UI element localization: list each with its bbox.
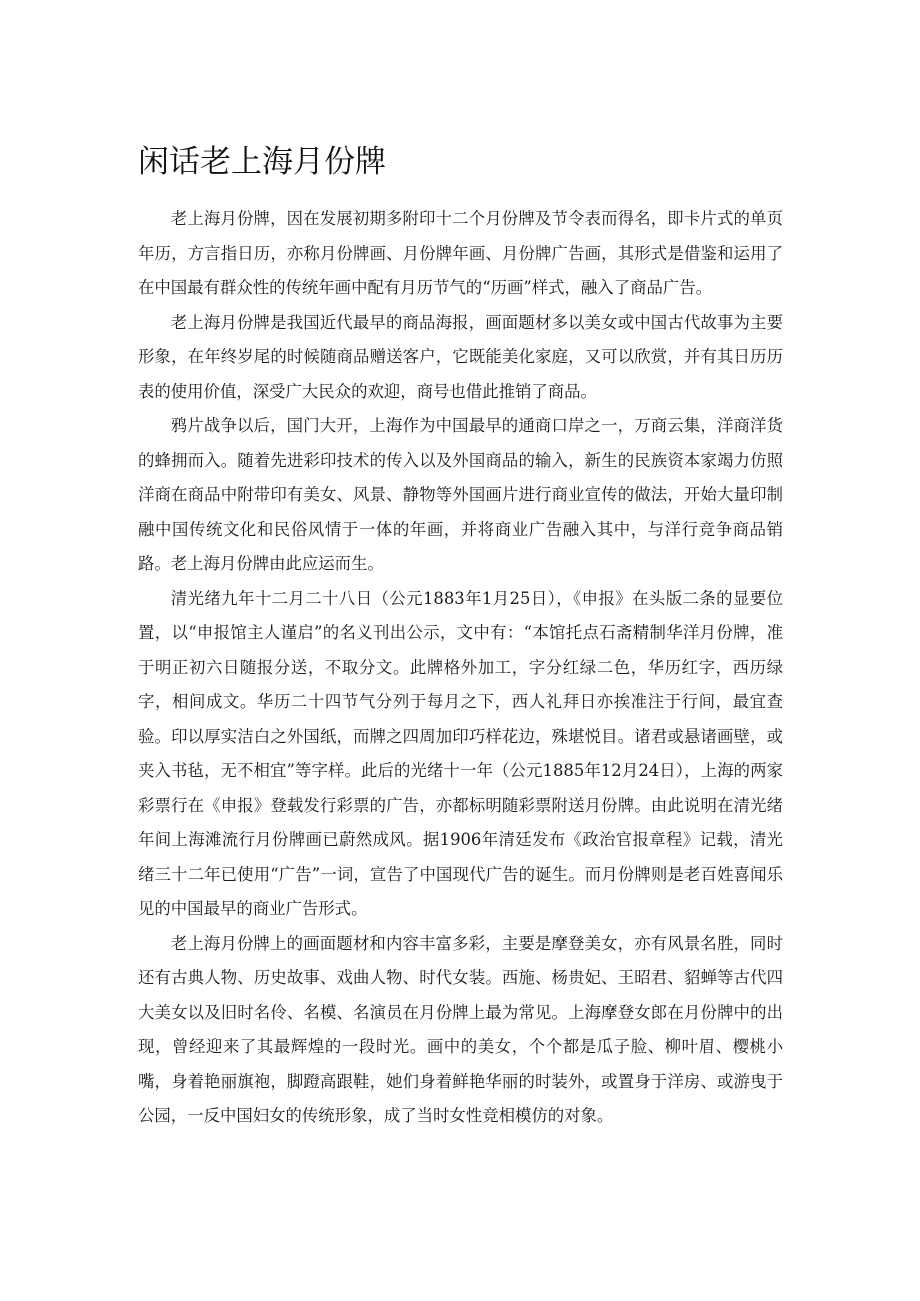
paragraph-3: 鸦片战争以后，国门大开，上海作为中国最早的通商口岸之一，万商云集，洋商洋货的蜂拥而入。随着先进彩印技术的传入以及外国商品的输入，新生的民族资本家竭力仿照洋商在商品中附带印有美女、风景、静物等外国画片进行商业宣传的做法，开始大量印制融中国传统文化和民俗风情于一体的年画，并将商业广告融入其中，与洋行竞争商品销路。老上海月份牌由此应运而生。	[138, 416, 783, 573]
paragraph-1: 老上海月份牌，因在发展初期多附印十二个月份牌及节令表而得名，即卡片式的单页年历，方言指日历，亦称月份牌画、月份牌年画、月份牌广告画，其形式是借鉴和运用了在中国最有群众性的传统年画中配有月历节气的“历画”样式，融入了商品广告。	[138, 209, 783, 297]
document-body	[138, 202, 783, 1134]
document-title: 闲话老上海月份牌	[138, 144, 386, 180]
paragraph-2: 老上海月份牌是我国近代最早的商品海报，画面题材多以美女或中国古代故事为主要形象，在年终岁尾的时候随商品赠送客户，它既能美化家庭，又可以欣赏，并有其日历历表的使用价值，深受广大民众的欢迎，商号也借此推销了商品。	[138, 312, 783, 401]
paragraph-5: 老上海月份牌上的画面题材和内容丰富多彩，主要是摩登美女，亦有风景名胜，同时还有古典人物、历史故事、戏曲人物、时代女装。西施、杨贵妃、王昭君、貂蝉等古代四大美女以及旧时名伶、名模、名演员在月份牌上最为常见。上海摩登女郎在月份牌中的出现，曾经迎来了其最辉煌的一段时光。画中的美女，个个都是瓜子脸、柳叶眉、樱桃小嘴，身着艳丽旗袍，脚蹬高跟鞋，她们身着鲜艳华丽的时装外，或置身于洋房、或游曳于公园，一反中国妇女的传统形象，成了当时女性竞相模仿的对象。	[138, 933, 783, 1125]
paragraph-4: 清光绪九年十二月二十八日（公元1883年1月25日），《申报》在头版二条的显要位置，以“申报馆主人谨启”的名义刊出公示，文中有：“本馆托点石斋精制华洋月份牌，准于明正初六日随报分送，不取分文。此牌格外加工，字分红绿二色，华历红字，西历绿字，相间成文。华历二十四节气分列于每月之下，西人礼拜日亦挨准注于行间，最宜查验。印以厚实洁白之外国纸，而牌之四周加印巧样花边，殊堪悦目。诸君或悬诸画壁，或夹入书毡，无不相宜”等字样。此后的光绪十一年（公元1885年12月24日），上海的两家彩票行在《申报》登载发行彩票的广告，亦都标明随彩票附送月份牌。由此说明在清光绪年间上海滩流行月份牌画已蔚然成风。据1906年清廷发布《政治官报章程》记载，清光绪三十二年已使用“广告”一词，宣告了中国现代广告的诞生。而月份牌则是老百姓喜闻乐见的中国最早的商业广告形式。	[138, 588, 783, 918]
